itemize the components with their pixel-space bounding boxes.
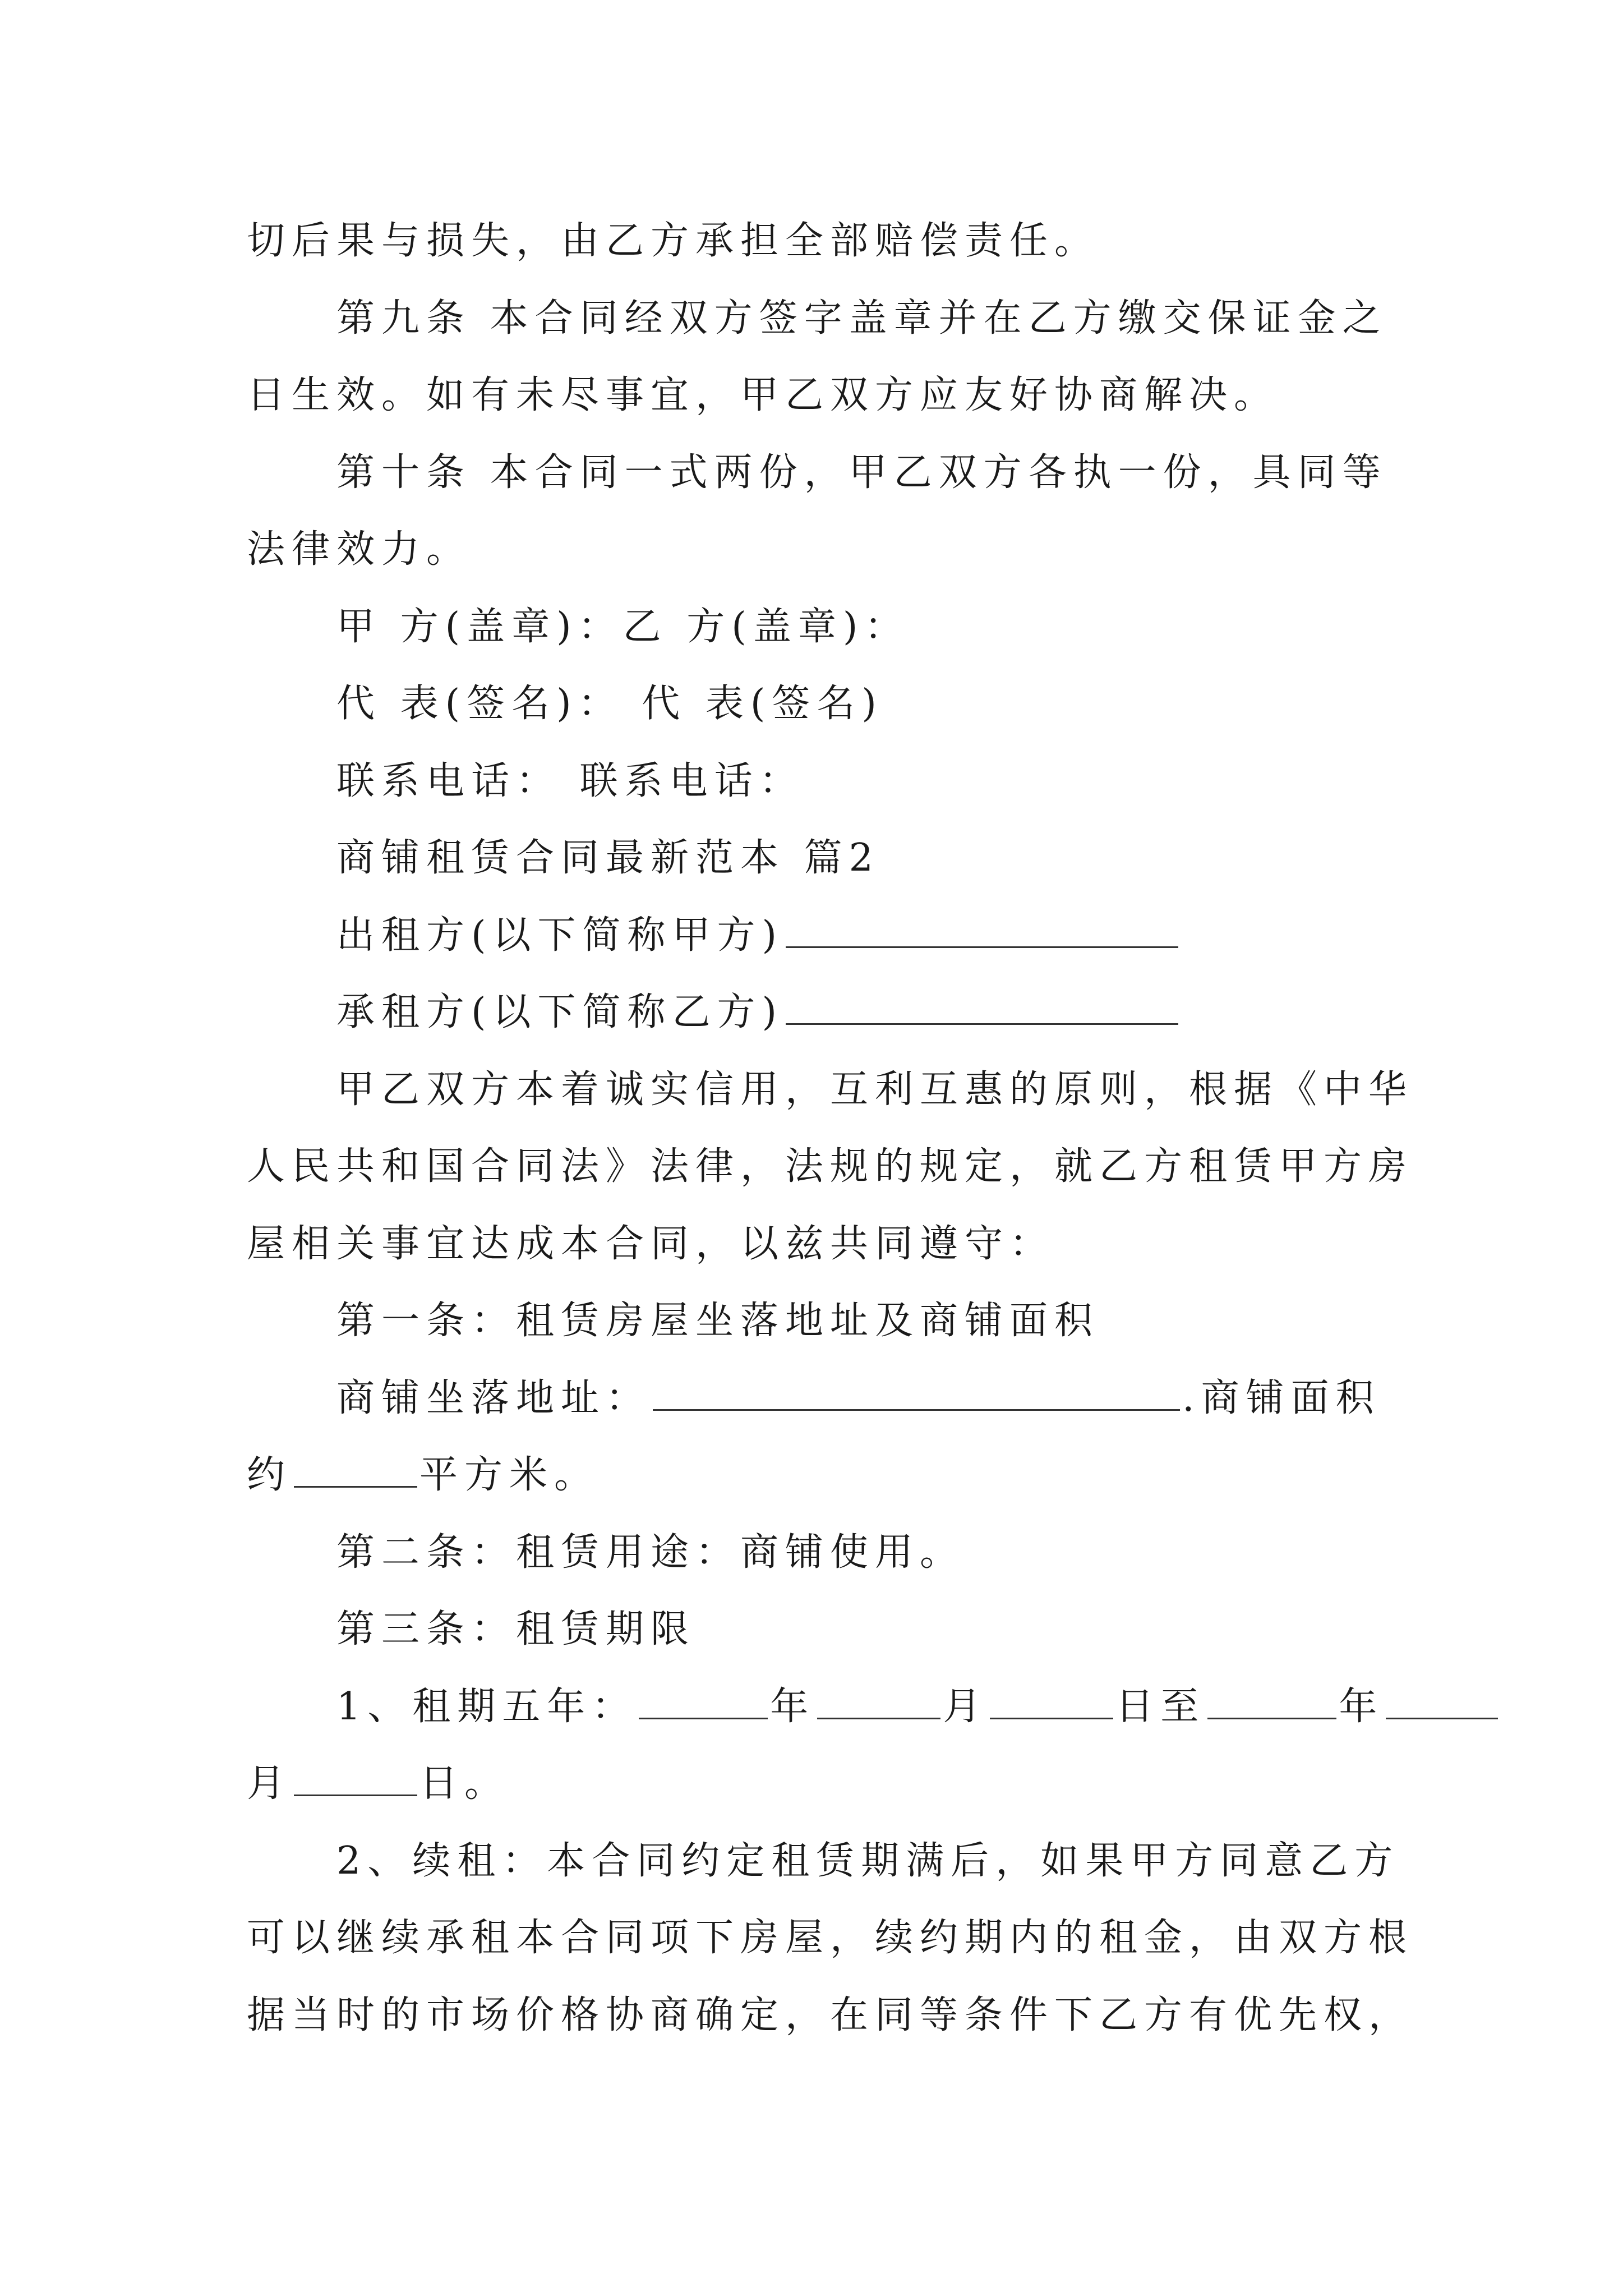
line-text: 商铺租赁合同最新范本 篇2 xyxy=(336,836,880,880)
line-text: .商铺面积 xyxy=(1182,1376,1381,1420)
blank-field[interactable] xyxy=(786,913,1178,948)
term-end-line xyxy=(247,1756,509,1812)
line-text: 联系电话： 联系电话： xyxy=(336,759,804,803)
text-line xyxy=(247,1987,1413,2044)
article-3-line xyxy=(336,1602,695,1658)
section-heading xyxy=(336,830,880,886)
text-line xyxy=(247,1139,1413,1195)
line-text: 日至 xyxy=(1115,1685,1206,1729)
signature-line xyxy=(336,676,883,732)
line-text: 第三条：租赁期限 xyxy=(336,1607,696,1651)
text-line xyxy=(247,1910,1413,1966)
text-line xyxy=(247,213,1099,269)
line-text: 第二条：租赁用途：商铺使用。 xyxy=(336,1530,965,1575)
lessor-line xyxy=(336,908,1181,964)
blank-field[interactable] xyxy=(990,1684,1113,1719)
blank-field[interactable] xyxy=(294,1452,417,1488)
blank-field[interactable] xyxy=(1386,1684,1498,1719)
line-text: 可以继续承租本合同项下房屋，续约期内的租金，由双方根 xyxy=(247,1916,1414,1960)
article-2-line xyxy=(336,1525,965,1581)
blank-field[interactable] xyxy=(294,1761,417,1796)
seal-line xyxy=(336,599,909,655)
lessee-line xyxy=(336,984,1181,1041)
line-text: 第一条：租赁房屋坐落地址及商铺面积 xyxy=(336,1299,1100,1343)
line-text: 年 xyxy=(1339,1685,1384,1729)
blank-field[interactable] xyxy=(786,990,1178,1025)
line-text: 年 xyxy=(770,1685,815,1729)
text-line xyxy=(336,1062,1413,1118)
blank-field[interactable] xyxy=(653,1375,1180,1411)
blank-field[interactable] xyxy=(817,1684,940,1719)
line-text: 甲 方(盖章)：乙 方(盖章)： xyxy=(336,605,910,649)
line-text: 第十条 本合同一式两份，甲乙双方各执一份，具同等 xyxy=(336,450,1387,495)
line-text: 月 xyxy=(943,1685,988,1729)
line-text: 人民共和国合同法》法律，法规的规定，就乙方租赁甲方房 xyxy=(247,1144,1414,1189)
blank-field[interactable] xyxy=(1207,1684,1336,1719)
article-1-line xyxy=(336,1293,1099,1349)
line-text: 商铺坐落地址： xyxy=(336,1376,651,1420)
renewal-line xyxy=(336,1833,1399,1889)
text-line xyxy=(247,367,1279,424)
line-text: 1、租期五年： xyxy=(336,1685,637,1729)
term-line xyxy=(336,1679,1500,1735)
text-line xyxy=(247,522,471,578)
line-text: 法律效力。 xyxy=(247,527,472,572)
line-text: 日生效。如有未尽事宜，甲乙双方应友好协商解决。 xyxy=(247,373,1279,417)
article-10-line xyxy=(336,445,1387,501)
line-text: 代 表(签名)： 代 表(签名) xyxy=(336,682,883,726)
address-line xyxy=(336,1370,1381,1427)
line-text: 平方米。 xyxy=(419,1453,600,1497)
phone-line xyxy=(336,753,804,809)
line-text: 出租方(以下简称甲方) xyxy=(336,913,784,958)
area-line xyxy=(247,1447,599,1503)
blank-field[interactable] xyxy=(639,1684,768,1719)
line-text: 日。 xyxy=(419,1761,510,1806)
line-text: 2、续租：本合同约定租赁期满后，如果甲方同意乙方 xyxy=(336,1839,1400,1883)
line-text: 据当时的市场价格协商确定，在同等条件下乙方有优先权， xyxy=(247,1993,1414,2037)
article-9-line xyxy=(336,291,1387,347)
text-line xyxy=(247,1216,1054,1272)
line-text: 承租方(以下简称乙方) xyxy=(336,990,784,1034)
line-text: 切后果与损失，由乙方承担全部赔偿责任。 xyxy=(247,219,1100,263)
line-text: 屋相关事宜达成本合同，以兹共同遵守： xyxy=(247,1222,1055,1266)
line-text: 第九条 本合同经双方签字盖章并在乙方缴交保证金之 xyxy=(336,296,1387,341)
line-text: 约 xyxy=(247,1453,292,1497)
line-text: 甲乙双方本着诚实信用，互利互惠的原则，根据《中华 xyxy=(336,1068,1414,1112)
line-text: 月 xyxy=(247,1761,292,1806)
